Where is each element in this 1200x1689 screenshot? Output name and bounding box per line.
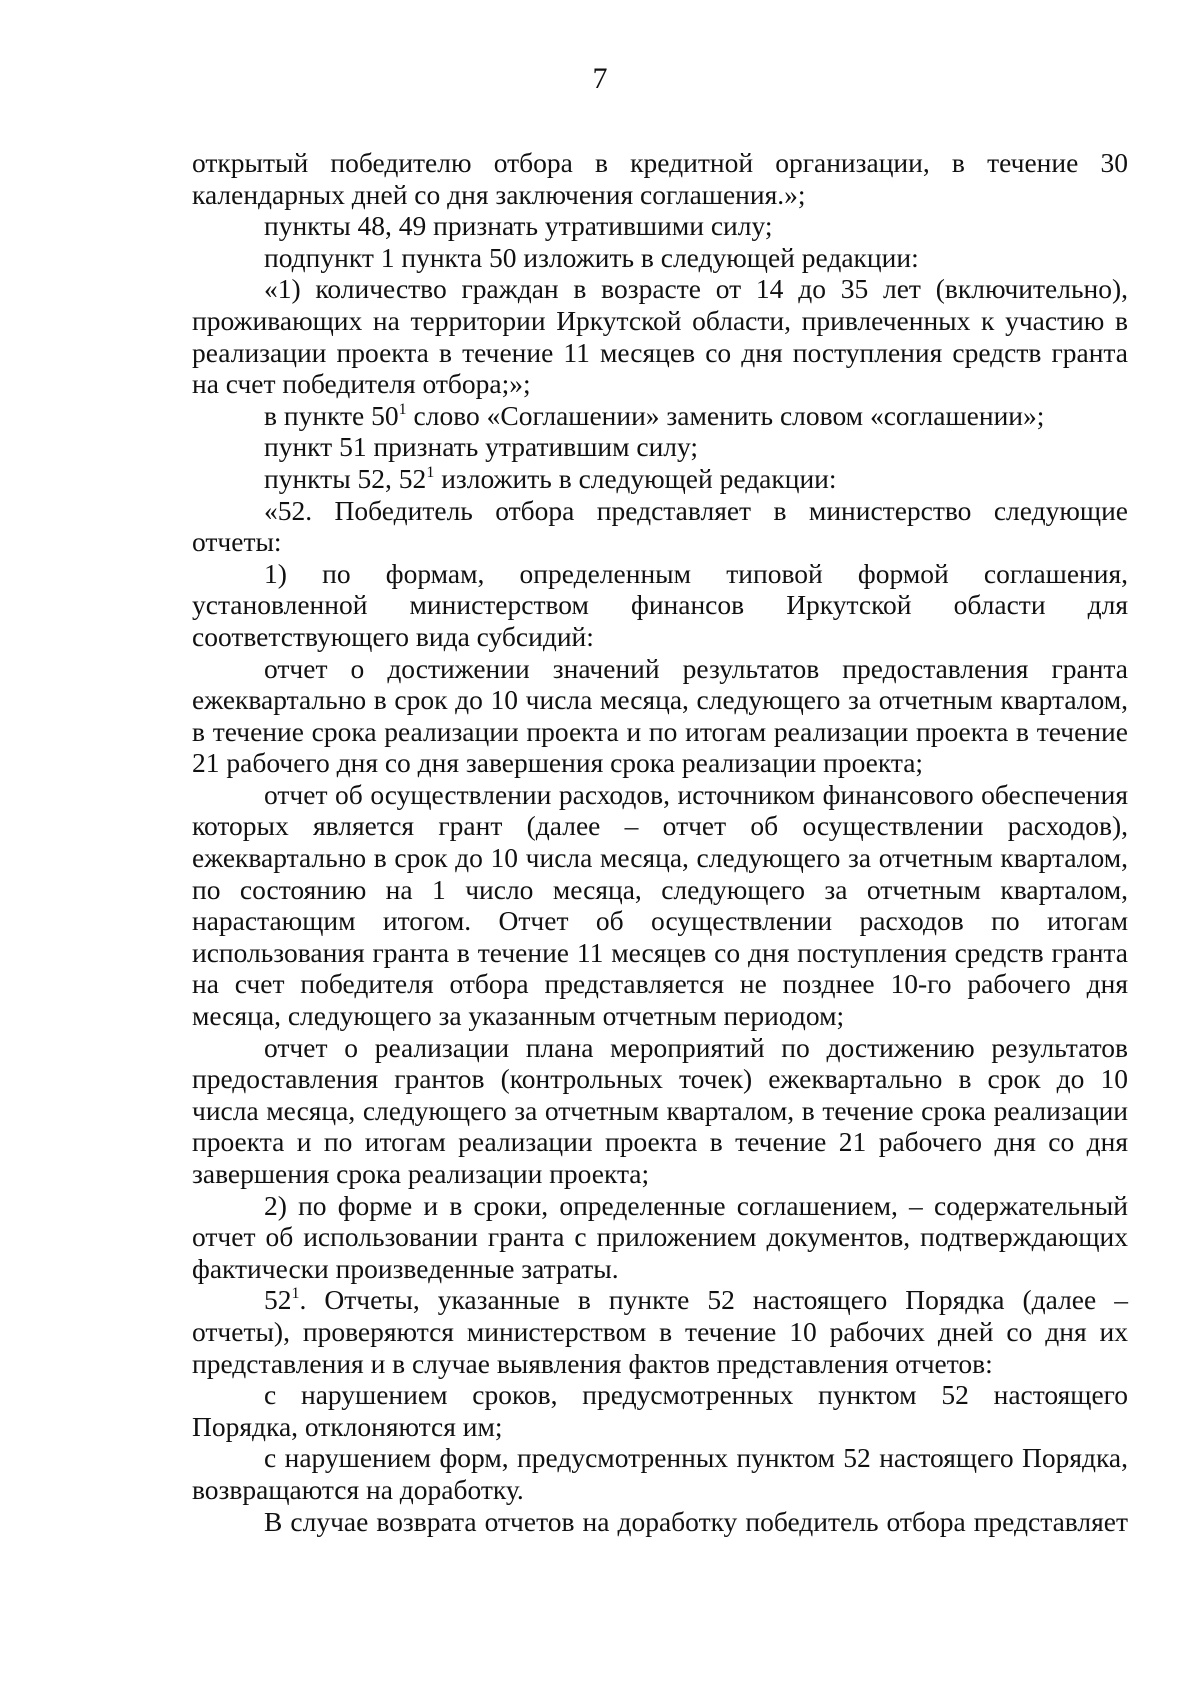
- text-run: изложить в следующей редакции:: [434, 462, 837, 494]
- paragraph-report-expenses: отчет об осуществлении расходов, источником финансового обеспечения которых является грант (далее – отчет об осуществлении расходов), ежеквартально в срок до 10 числа месяца, следующего за отчетным кварталом, по состоянию на 1 число месяца, следующего за отчетным кварталом, нарастающим итогом. Отчет об осуществлении расходов по итогам использования гранта в течение 11 месяцев со дня поступления средств гранта на счет победителя отбора представляется не позднее 10-го рабочего дня месяца, следующего за указанным отчетным периодом;: [192, 778, 1128, 1032]
- paragraph-return-for-revision: В случае возврата отчетов на доработку победитель отбора представляет: [264, 1505, 1128, 1537]
- paragraph-items-48-49: пункты 48, 49 признать утратившими силу;: [264, 210, 773, 242]
- paragraph-subitem-1-item-50: подпункт 1 пункта 50 изложить в следующей редакции:: [264, 241, 919, 273]
- paragraph-quoted-subitem-1: «1) количество граждан в возрасте от 14 до 35 лет (включительно), проживающих на территории Иркутской области, привлеченных к участию в реализации проекта в течение 11 месяцев со дня поступления средств гранта на счет победителя отбора;»;: [192, 273, 1128, 400]
- page-number: 7: [592, 62, 608, 95]
- document-body: [192, 147, 1128, 1537]
- paragraph-item-52-1: [192, 1284, 1128, 1379]
- superscript: 1: [398, 400, 407, 418]
- paragraph-deadline-violation: с нарушением сроков, предусмотренных пунктом 52 настоящего Порядка, отклоняются им;: [192, 1379, 1128, 1442]
- paragraph-item-52-sub-1: 1) по формам, определенным типовой формой соглашения, установленной министерством финансов Иркутской области для соответствующего вида субсидий:: [192, 557, 1128, 652]
- paragraph-report-plan: отчет о реализации плана мероприятий по достижению результатов предоставления грантов (контрольных точек) ежеквартально в срок до 10 числа месяца, следующего за отчетным кварталом, в течение срока реализации проекта и по итогам реализации проекта в течение 21 рабочего дня со дня завершения срока реализации проекта;: [192, 1031, 1128, 1189]
- text-run: . Отчеты, указанные в пункте 52 настоящего Порядка (далее – отчеты), проверяются министерством в течение 10 рабочих дней со дня их представления и в случае выявления фактов представления отчетов:: [192, 1284, 1128, 1379]
- paragraph-item-51: пункт 51 признать утратившим силу;: [264, 431, 699, 463]
- text-run: пункты 52, 52: [264, 462, 427, 494]
- text-run: слово «Соглашении» заменить словом «соглашении»;: [406, 399, 1045, 431]
- paragraph-report-results: отчет о достижении значений результатов предоставления гранта ежеквартально в срок до 10 числа месяца, следующего за отчетным кварталом, в течение срока реализации проекта и по итогам реализации проекта в течение 21 рабочего дня со дня завершения срока реализации проекта;: [192, 652, 1128, 779]
- paragraph-continuation: открытый победителю отбора в кредитной организации, в течение 30 календарных дней со дня заключения соглашения.»;: [192, 147, 1128, 210]
- superscript: 1: [426, 463, 435, 481]
- paragraph-items-52-52-1: [192, 463, 1128, 495]
- paragraph-item-52-sub-2: 2) по форме и в сроки, определенные соглашением, – содержательный отчет об использовании гранта с приложением документов, подтверждающих фактически произведенные затраты.: [192, 1189, 1128, 1284]
- paragraph-form-violation: с нарушением форм, предусмотренных пунктом 52 настоящего Порядка, возвращаются на доработку.: [192, 1442, 1128, 1505]
- text-run: 52: [264, 1284, 292, 1316]
- paragraph-item-52: «52. Победитель отбора представляет в министерство следующие отчеты:: [192, 494, 1128, 558]
- paragraph-item-50-1: [192, 400, 1128, 432]
- superscript: 1: [291, 1285, 300, 1303]
- text-run: в пункте 50: [264, 399, 399, 431]
